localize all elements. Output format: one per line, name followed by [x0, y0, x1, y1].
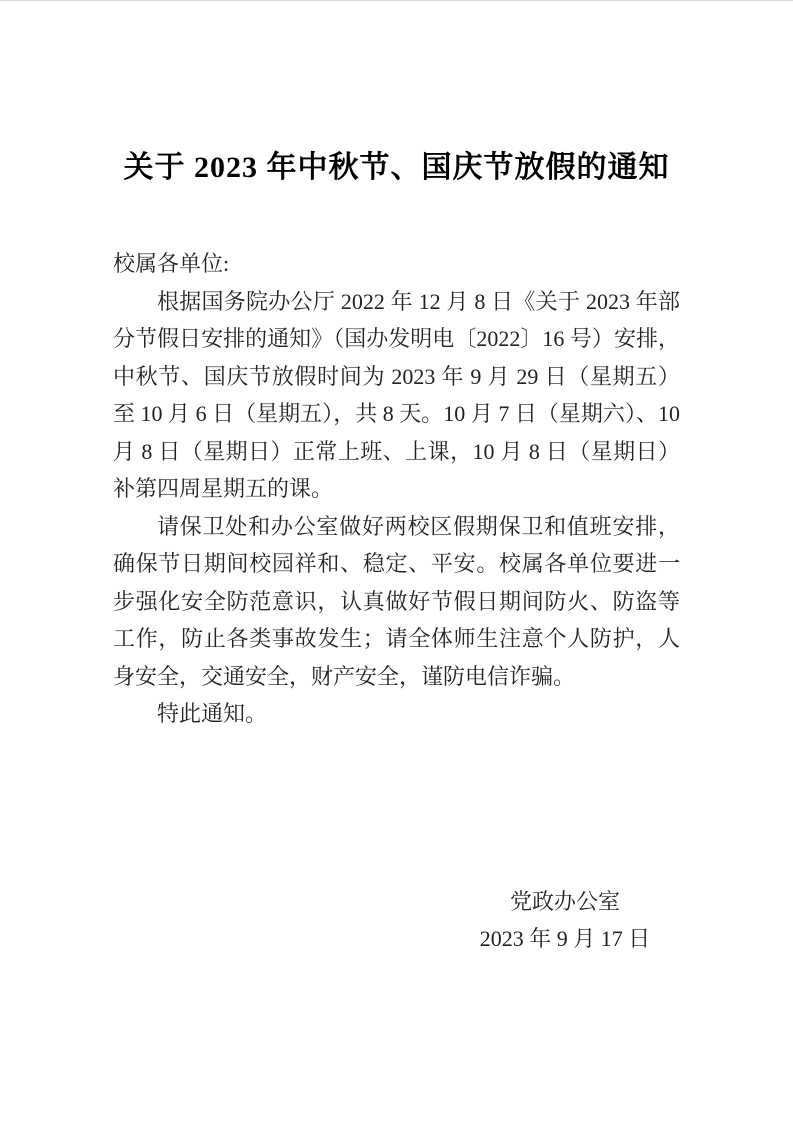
paragraph-safety-requirements: 请保卫处和办公室做好两校区假期保卫和值班安排，确保节日期间校园祥和、稳定、平安。校属各单位要进一步强化安全防范意识，认真做好节假日期间防火、防盗等工作，防止各类事故发生；请全体师生注意个人防护，人身安全，交通安全，财产安全，谨防电信诈骗。 [113, 513, 680, 689]
salutation: 校属各单位: [113, 251, 230, 276]
document-title: 关于 2023 年中秋节、国庆节放假的通知 [123, 151, 670, 184]
paragraph-holiday-arrangement: 根据国务院办公厅 2022 年 12 月 8 日《关于 2023 年部分节假日安排的通知》（国办发明电〔2022〕16 号）安排，中秋节、国庆节放假时间为 2023 年 9 月 29 日（星期五）至 10 月 6 日（星期五），共 8 天。10 月 7 日（星期六）、10 月 8 日（星期日）正常上班、上课，10 月 8 日（星期日）补第四周星期五的课。 [113, 288, 680, 501]
signature-block [450, 883, 680, 958]
signature-office: 党政办公室 [509, 888, 620, 914]
document-body [113, 245, 680, 733]
paragraph-closing: 特此通知。 [157, 701, 268, 726]
signature-date: 2023 年 9 月 17 日 [479, 926, 651, 951]
